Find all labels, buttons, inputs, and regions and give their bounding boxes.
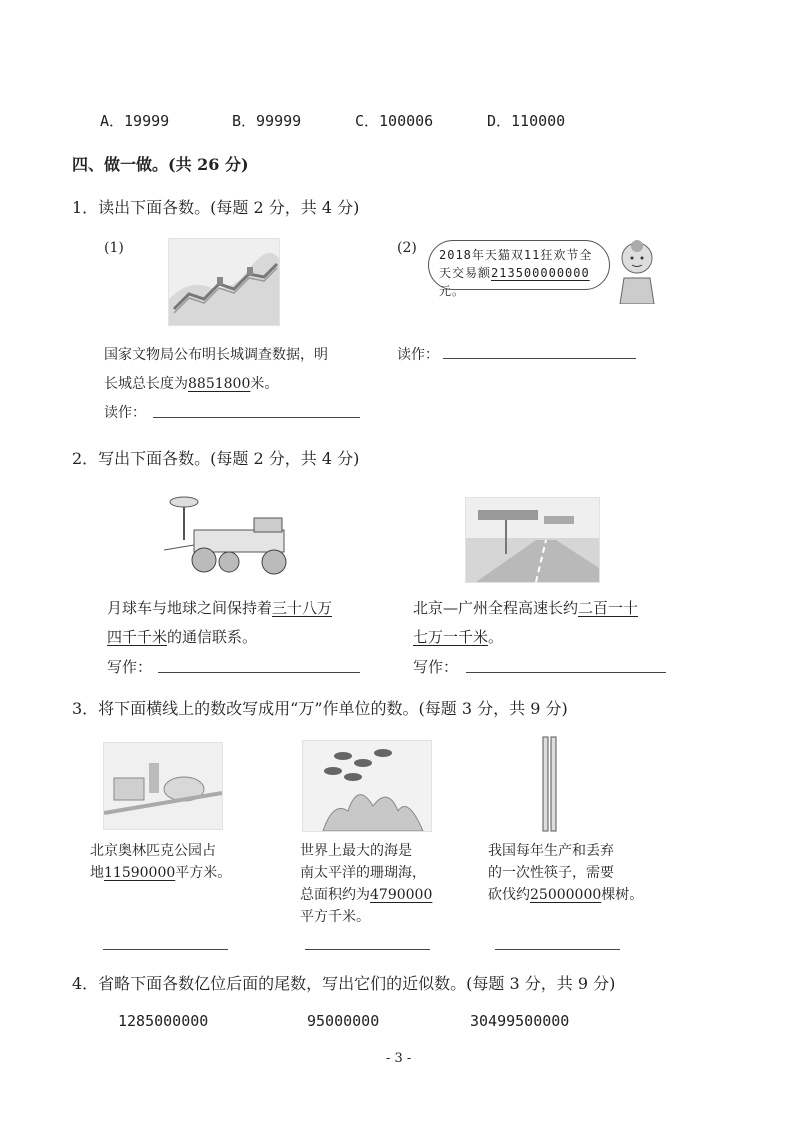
q1-part1-answer-line[interactable]	[153, 417, 360, 418]
q3-col1-line2: 地11590000平方米。	[90, 865, 232, 881]
option-a: A．19999	[100, 112, 170, 130]
q2-title: 2．写出下面各数。(每题 2 分，共 4 分)	[72, 449, 360, 468]
q3-col3-line1: 我国每年生产和丢弃	[488, 843, 614, 859]
option-c: C．100006	[355, 112, 434, 130]
bubble-number: 213500000000	[491, 266, 590, 280]
speech-bubble	[428, 240, 610, 298]
coral-sea-image	[302, 740, 432, 832]
bubble-line-1: 2018年天猫双11狂欢节全	[439, 248, 593, 262]
q3-answer-line-2[interactable]	[305, 949, 430, 950]
q4-number-1: 1285000000	[118, 1012, 209, 1030]
q4-number-2: 95000000	[307, 1012, 380, 1030]
option-d: D．110000	[487, 112, 566, 130]
q3-answer-line-3[interactable]	[495, 949, 620, 950]
q3-col2-line4: 平方千米。	[300, 909, 370, 925]
q3-title: 3．将下面横线上的数改写成用“万”作单位的数。(每题 3 分，共 9 分)	[72, 699, 568, 718]
olympic-park-image	[103, 742, 223, 830]
section-title: 四、做一做。(共 26 分)	[72, 155, 249, 174]
q2-part2-write-label: 写作：	[413, 658, 459, 676]
girl-cartoon-image	[612, 238, 662, 304]
q1-part1-label: (1)	[104, 240, 124, 256]
q2-part1-write-label: 写作：	[107, 658, 153, 676]
q4-title: 4．省略下面各数亿位后面的尾数，写出它们的近似数。(每题 3 分，共 9 分)	[72, 974, 616, 993]
highway-image	[465, 497, 600, 583]
q2-part1-answer-line[interactable]	[158, 672, 360, 673]
q1-part1-read-label: 读作：	[104, 405, 146, 421]
q1-part2-answer-line[interactable]	[443, 358, 636, 359]
chopsticks-image	[541, 735, 559, 833]
q3-col2-line2: 南太平洋的珊瑚海，	[300, 865, 426, 881]
q3-col3-line3: 砍伐约25000000棵树。	[488, 887, 644, 903]
q3-col2-line1: 世界上最大的海是	[300, 843, 412, 859]
q2-part2-line1: 北京—广州全程高速长约二百一十	[413, 599, 639, 617]
q4-number-3: 30499500000	[470, 1012, 570, 1030]
q3-col3-line2: 的一次性筷子，需要	[488, 865, 614, 881]
q1-part2-read-label: 读作：	[397, 347, 439, 363]
q3-col2-line3: 总面积约为4790000	[300, 887, 433, 903]
great-wall-image	[168, 238, 280, 326]
q1-part1-text-line1: 国家文物局公布明长城调查数据，明	[104, 347, 328, 363]
great-wall-number: 8851800	[188, 376, 251, 392]
q3-answer-line-1[interactable]	[103, 949, 228, 950]
lunar-rover-image	[154, 490, 304, 582]
q2-part2-answer-line[interactable]	[466, 672, 666, 673]
q1-part1-text-line2: 长城总长度为8851800米。	[104, 376, 279, 392]
bubble-line-2: 天交易额213500000000元。	[439, 266, 590, 298]
option-b: B．99999	[232, 112, 302, 130]
q1-part2-label: (2)	[397, 240, 417, 256]
q2-part1-line2: 四千千米的通信联系。	[107, 628, 258, 646]
q1-title: 1．读出下面各数。(每题 2 分，共 4 分)	[72, 198, 360, 217]
q2-part2-line2: 七万一千米。	[413, 628, 504, 646]
page-number: - 3 -	[386, 1051, 412, 1066]
q3-col1-line1: 北京奥林匹克公园占	[90, 843, 216, 859]
q2-part1-line1: 月球车与地球之间保持着三十八万	[107, 599, 333, 617]
